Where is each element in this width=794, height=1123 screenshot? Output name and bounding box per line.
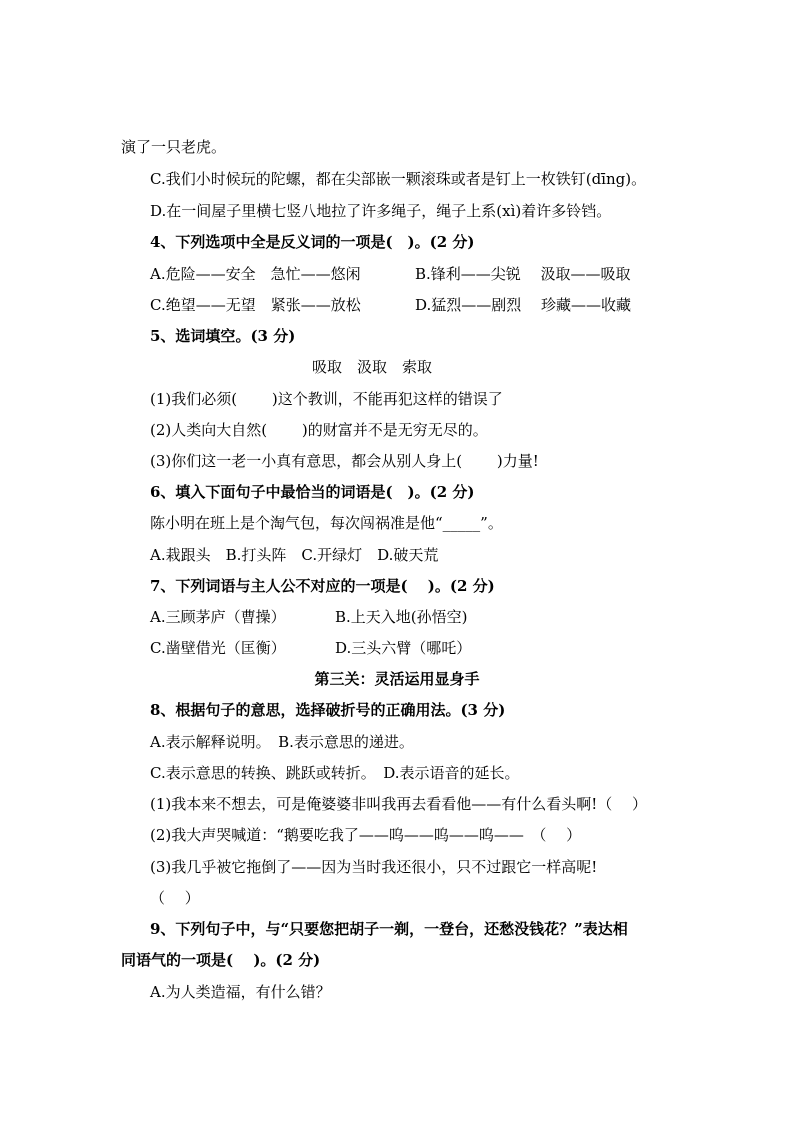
text-line: 演了一只老虎。 (121, 138, 227, 156)
q8-item-1: (1)我本来不想去，可是俺婆婆非叫我再去看看他——有什么看头啊!（ ） (150, 795, 648, 813)
question-7: 7、下列词语与主人公不对应的一项是( )。(2 分) (150, 577, 495, 595)
q4-option-b: B.锋利——尖锐 汲取——吸取 (415, 265, 631, 283)
q5-item-1: (1)我们必须( )这个教训，不能再犯这样的错误了 (150, 390, 503, 408)
section-heading: 第三关：灵活运用显身手 (314, 670, 480, 688)
q4-option-d: D.猛烈——剧烈 珍藏——收藏 (415, 296, 632, 314)
q5-item-3: (3)你们这一老一小真有意思，都会从别人身上( )力量! (150, 452, 539, 470)
question-5: 5、选词填空。(3 分) (150, 327, 296, 345)
q8-options-ab: A.表示解释说明。 B.表示意思的递进。 (150, 733, 414, 751)
question-6: 6、填入下面句子中最恰当的词语是( )。(2 分) (150, 483, 475, 501)
q7-option-d: D.三头六臂（哪吒） (335, 639, 472, 657)
q8-item-3: (3)我几乎被它拖倒了——因为当时我还很小，只不过跟它一样高呢! (150, 858, 598, 876)
question-4: 4、下列选项中全是反义词的一项是( )。(2 分) (150, 233, 475, 251)
option-d-line: D.在一间屋子里横七竖八地拉了许多绳子，绳子上系(xì)着许多铃铛。 (150, 202, 612, 220)
q7-option-a: A.三顾茅庐（曹操） (150, 608, 286, 626)
q8-item-2: (2)我大声哭喊道：“鹅要吃我了——呜——呜——呜—— （ ） (150, 826, 582, 844)
q4-option-c: C.绝望——无望 紧张——放松 (150, 296, 361, 314)
q7-option-c: C.凿壁借光（匡衡） (150, 639, 286, 657)
question-9-cont: 同语气的一项是( )。(2 分) (121, 951, 321, 969)
question-8: 8、根据句子的意思，选择破折号的正确用法。(3 分) (150, 701, 506, 719)
q8-item-3-bracket: （ ） (150, 889, 200, 907)
q9-option-a: A.为人类造福，有什么错？ (150, 983, 331, 1001)
q7-option-b: B.上天入地(孙悟空) (335, 608, 468, 626)
question-9: 9、下列句子中，与“只要您把胡子一剃，一登台，还愁没钱花？”表达相 (150, 920, 628, 938)
q6-sentence: 陈小明在班上是个淘气包，每次闯祸准是他“_____”。 (150, 514, 503, 532)
q8-options-cd: C.表示意思的转换、跳跃或转折。 D.表示语音的延长。 (150, 764, 520, 782)
q4-option-a: A.危险——安全 急忙——悠闲 (150, 265, 361, 283)
q5-item-2: (2)人类向大自然( )的财富并不是无穷无尽的。 (150, 421, 488, 439)
q6-options: A.栽跟头 B.打头阵 C.开绿灯 D.破天荒 (150, 546, 439, 564)
q5-word-bank: 吸取 汲取 索取 (312, 358, 433, 376)
option-c-line: C.我们小时候玩的陀螺，都在尖部嵌一颗滚珠或者是钉上一枚铁钉(dīng)。 (150, 170, 647, 188)
